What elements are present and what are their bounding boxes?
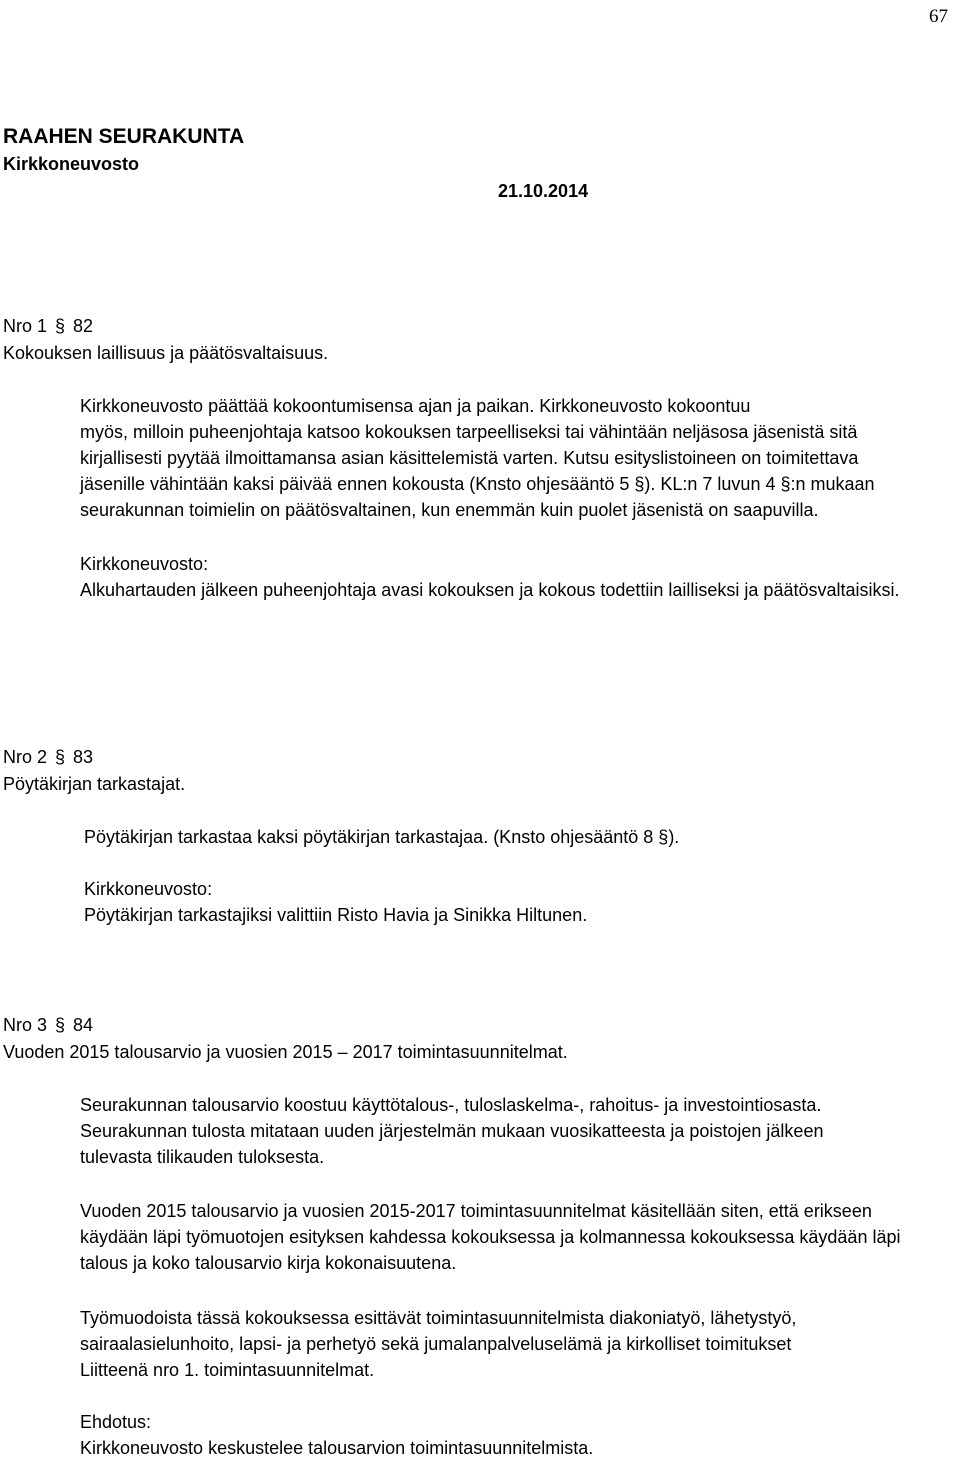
item-3-section-number: 84: [73, 1015, 94, 1035]
item-2-section-number: 83: [73, 747, 94, 767]
item-3-proposal: [80, 1409, 950, 1461]
item-2-section-symbol: §: [55, 747, 66, 767]
item-1-section-symbol: §: [55, 316, 66, 336]
item-2-body: [84, 824, 954, 850]
item-3-paragraph-1-line: Seurakunnan talousarvio koostuu käyttötalous-, tuloslaskelma-, rahoitus- ja investointiosasta.: [80, 1095, 822, 1115]
item-3-title: Vuoden 2015 talousarvio ja vuosien 2015 – 2017 toimintasuunnitelmat.: [3, 1042, 568, 1062]
item-2-title: Pöytäkirjan tarkastajat.: [3, 774, 186, 794]
item-3-paragraph-1-line: tulevasta tilikauden tuloksesta.: [80, 1147, 325, 1167]
item-3-paragraph-2: [80, 1198, 950, 1276]
item-3-paragraph-1-line: Seurakunnan tulosta mitataan uuden järjestelmän mukaan vuosikatteesta ja poistojen jälkeen: [80, 1121, 824, 1141]
item-1-decision-label: Kirkkoneuvosto:: [80, 554, 209, 574]
item-1-decision: [80, 551, 950, 603]
item-3-paragraph-2-line: talous ja koko talousarvio kirja kokonaisuutena.: [80, 1253, 457, 1273]
item-1-body-line: seurakunnan toimielin on päätösvaltainen, kun enemmän kuin puolet jäsenistä on saapuvilla.: [80, 500, 819, 520]
item-2-nro: Nro 2: [3, 747, 48, 767]
item-3-paragraph-3-line: Liitteenä nro 1. toimintasuunnitelmat.: [80, 1360, 375, 1380]
item-3-nro: Nro 3: [3, 1015, 48, 1035]
item-1-body: [80, 393, 950, 523]
item-3-number-line: [3, 1012, 93, 1038]
item-2-number-line: [3, 744, 93, 770]
item-1-nro: Nro 1: [3, 316, 48, 336]
item-3-proposal-label: Ehdotus:: [80, 1412, 152, 1432]
item-1-title: Kokouksen laillisuus ja päätösvaltaisuus.: [3, 343, 329, 363]
item-3-paragraph-3-line: sairaalasielunhoito, lapsi- ja perhetyö sekä jumalanpalveluselämä ja kirkolliset toimitukset: [80, 1334, 792, 1354]
meeting-date: 21.10.2014: [498, 181, 589, 201]
item-2-decision-text: Pöytäkirjan tarkastajiksi valittiin Risto Havia ja Sinikka Hiltunen.: [84, 905, 588, 925]
page-number: 67: [929, 6, 948, 27]
item-1-number-line: [3, 313, 93, 339]
item-1-body-line: jäsenille vähintään kaksi päivää ennen kokousta (Knsto ohjesääntö 5 §). KL:n 7 luvun 4 §:n mukaan: [80, 474, 875, 494]
item-3-paragraph-1: [80, 1092, 950, 1170]
item-3-section-symbol: §: [55, 1015, 66, 1035]
item-3-paragraph-2-line: käydään läpi työmuotojen esityksen kahdessa kokouksessa ja kolmannessa kokouksessa käydään läpi: [80, 1227, 901, 1247]
item-1-body-line: myös, milloin puheenjohtaja katsoo kokouksen tarpeelliseksi tai vähintään neljäsosa jäsenistä sitä: [80, 422, 858, 442]
item-3-paragraph-3-line: Työmuodoista tässä kokouksessa esittävät toimintasuunnitelmista diakoniatyö, lähetystyö,: [80, 1308, 797, 1328]
item-2-body-line: Pöytäkirjan tarkastaa kaksi pöytäkirjan tarkastajaa. (Knsto ohjesääntö 8 §).: [84, 827, 680, 847]
item-1-section-number: 82: [73, 316, 94, 336]
item-3-paragraph-3: [80, 1305, 950, 1383]
item-1-body-line: kirjallisesti pyytää ilmoittamansa asian käsittelemistä varten. Kutsu esityslistoineen on toimitettava: [80, 448, 859, 468]
item-3-proposal-text: Kirkkoneuvosto keskustelee talousarvion toimintasuunnitelmista.: [80, 1438, 594, 1458]
organization-name: RAAHEN SEURAKUNTA: [3, 125, 245, 148]
item-1-decision-text: Alkuhartauden jälkeen puheenjohtaja avasi kokouksen ja kokous todettiin lailliseksi ja päätösvaltaisiksi.: [80, 580, 900, 600]
governing-body: Kirkkoneuvosto: [3, 154, 140, 174]
item-2-decision: [84, 876, 954, 928]
item-3-paragraph-2-line: Vuoden 2015 talousarvio ja vuosien 2015-2017 toimintasuunnitelmat käsitellään siten, että erikseen: [80, 1201, 872, 1221]
item-1-body-line: Kirkkoneuvosto päättää kokoontumisensa ajan ja paikan. Kirkkoneuvosto kokoontuu: [80, 396, 751, 416]
item-2-decision-label: Kirkkoneuvosto:: [84, 879, 213, 899]
